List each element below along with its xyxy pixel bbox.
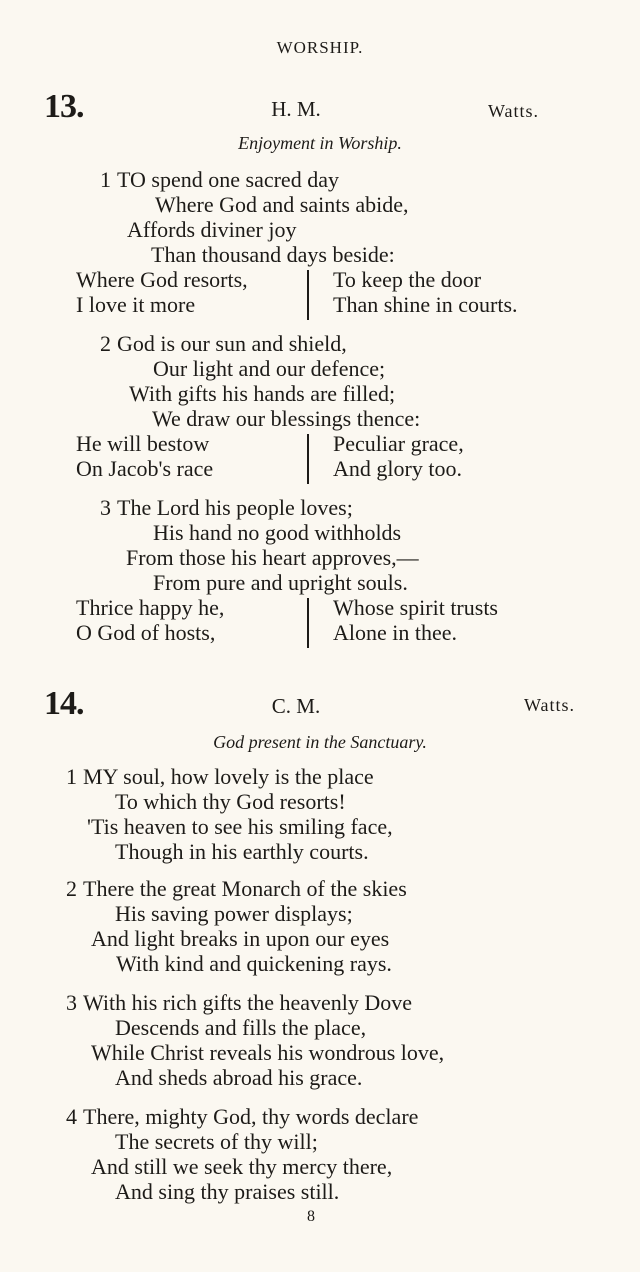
refrain-divider [307, 598, 309, 648]
refrain-right-line: Whose spirit trusts [333, 595, 498, 620]
hymn-meter: H. M. [271, 97, 321, 121]
verse-line: 3 The Lord his people loves; [100, 495, 353, 520]
refrain-left-line: Where God resorts, [76, 267, 248, 292]
refrain-right-line: To keep the door [333, 267, 482, 292]
verse-line: His saving power displays; [115, 901, 353, 926]
verse-number: 4 [66, 1104, 77, 1129]
verse-line: 2 God is our sun and shield, [100, 331, 347, 356]
verse-line: His hand no good withholds [153, 520, 402, 545]
verse-line: And sing thy praises still. [115, 1179, 340, 1204]
refrain-right-line: And glory too. [333, 456, 462, 481]
running-head: WORSHIP. [276, 38, 364, 57]
refrain-left-line: Thrice happy he, [76, 595, 225, 620]
verse-line: And light breaks in upon our eyes [91, 926, 390, 951]
verse-line: 1 MY soul, how lovely is the place [66, 764, 374, 789]
hymn-meter: C. M. [271, 694, 321, 718]
verse-line: From pure and upright souls. [153, 570, 408, 595]
refrain-divider [307, 434, 309, 484]
hymn-number: 13. [44, 88, 84, 125]
refrain-left-line: O God of hosts, [76, 620, 216, 645]
hymn-number: 14. [44, 685, 84, 722]
verse-line: To which thy God resorts! [115, 789, 346, 814]
verse-number: 1 [66, 764, 77, 789]
verse-line: And still we seek thy mercy there, [91, 1154, 393, 1179]
verse-line: Affords diviner joy [127, 217, 297, 242]
verse-line: 4 There, mighty God, thy words declare [66, 1104, 419, 1129]
verse-line: Though in his earthly courts. [115, 839, 369, 864]
refrain-left-line: I love it more [76, 292, 196, 317]
verse-line: Than thousand days beside: [151, 242, 395, 267]
verse-number: 3 [66, 990, 77, 1015]
verse-line: And sheds abroad his grace. [115, 1065, 363, 1090]
verse-line: 3 With his rich gifts the heavenly Dove [66, 990, 413, 1015]
hymn-author: Watts. [488, 101, 540, 121]
verse-line: While Christ reveals his wondrous love, [91, 1040, 445, 1065]
refrain-right-line: Than shine in courts. [333, 292, 518, 317]
verse-line: Where God and saints abide, [155, 192, 409, 217]
verse-line: 1 TO spend one sacred day [100, 167, 339, 192]
verse-line: Our light and our defence; [153, 356, 386, 381]
verse-line: 'Tis heaven to see his smiling face, [87, 814, 393, 839]
verse-line: We draw our blessings thence: [152, 406, 421, 431]
verse-line: Descends and fills the place, [115, 1015, 367, 1040]
hymn-title: God present in the Sanctuary. [213, 732, 427, 752]
verse-line: From those his heart approves,— [126, 545, 419, 570]
verse-line: 2 There the great Monarch of the skies [66, 876, 407, 901]
hymn-author: Watts. [524, 695, 576, 715]
refrain-left-line: He will bestow [76, 431, 210, 456]
verse-line: The secrets of thy will; [115, 1129, 318, 1154]
refrain-left-line: On Jacob's race [76, 456, 214, 481]
verse-number: 2 [66, 876, 77, 901]
verse-number: 3 [100, 495, 111, 520]
verse-line: With kind and quickening rays. [116, 951, 392, 976]
verse-number: 2 [100, 331, 111, 356]
refrain-divider [307, 270, 309, 320]
verse-number: 1 [100, 167, 111, 192]
verse-line: With gifts his hands are filled; [129, 381, 396, 406]
refrain-right-line: Peculiar grace, [333, 431, 464, 456]
page-number: 8 [307, 1208, 315, 1225]
refrain-right-line: Alone in thee. [333, 620, 458, 645]
hymn-title: Enjoyment in Worship. [238, 133, 402, 153]
